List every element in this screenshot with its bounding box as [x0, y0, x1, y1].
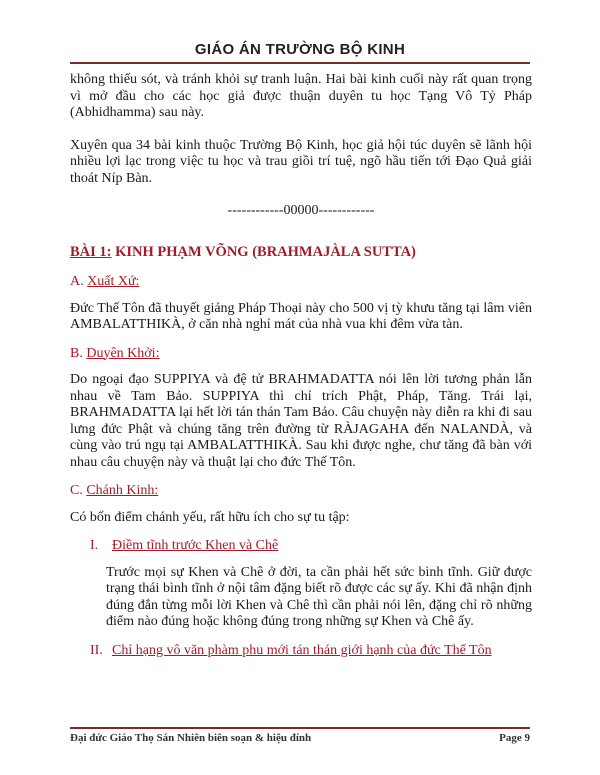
lesson-title: KINH PHẠM VÕNG (BRAHMAJÀLA SUTTA) — [111, 243, 416, 260]
item-number: I. — [90, 538, 99, 553]
section-b-body: Do ngoại đạo SUPPIYA và đệ tử BRAHMADATTA nói lên lời tương phản lẫn nhau về Tam Bảo. SUPPIYA thì chỉ trích Phật, Pháp, Tăng. Trái lại, BRAHMADATTA lại hết lời tán thán Tam Bảo. Câu chuyện này diễn ra khi đi sau lưng đức Phật và chúng tăng trên đường từ RÀJAGAHA đến NALANDÀ, và cùng vào trú ngụ tại AMBALATTHIKÀ. Sau khi được nghe, chư tăng đã bàn với nhau câu chuyện này và thuật lại cho đức Thế Tôn. — [70, 372, 532, 470]
page-content — [70, 72, 532, 669]
item-title: Điềm tĩnh trước Khen và Chê — [112, 538, 279, 553]
section-a-body: Đức Thế Tôn đã thuyết giảng Pháp Thoại này cho 500 vị tỳ khưu tăng tại lâm viên AMBALATTHIKÀ, ở căn nhà nghỉ mát của nhà vua khi đêm vừa tàn. — [70, 300, 532, 332]
footer-author: Đại đức Giáo Thọ Sán Nhiên biên soạn & hiệu đính — [70, 732, 312, 744]
page-number: Page 9 — [499, 732, 530, 744]
item-number: II. — [90, 642, 103, 658]
section-b-heading — [70, 346, 532, 363]
section-c-letter: C. — [70, 483, 83, 498]
intro-paragraph-2: Xuyên qua 34 bài kinh thuộc Trường Bộ Kinh, học giả hội túc duyên sẽ lãnh hội nhiều lợi lạc trong việc tu học và trau giồi trí tuệ, ngõ hầu tiến tới Đạo Quả giải thoát Níp Bàn. — [70, 137, 532, 186]
intro-paragraph-1: không thiếu sót, và tránh khỏi sự tranh luận. Hai bài kinh cuối này rất quan trọng vì mở đầu cho các học giả được thuận duyên tu học Tạng Vô Tỷ Pháp (Abhidhamma) sau này. — [70, 72, 532, 120]
section-c-intro: Có bốn điểm chánh yếu, rất hữu ích cho sự tu tập: — [70, 509, 350, 525]
section-b-title: Duyên Khởi: — [86, 345, 160, 361]
section-a-heading — [70, 274, 532, 291]
section-c-title: Chánh Kinh: — [86, 483, 159, 498]
section-a-title: Xuất Xứ: — [87, 274, 140, 289]
list-item-heading — [90, 538, 532, 555]
section-b-letter: B. — [70, 345, 83, 361]
list-item-heading — [90, 643, 532, 660]
item-title: Chỉ hạng vô văn phàm phu mới tán thán giới hạnh của đức Thế Tôn — [112, 642, 492, 658]
page-header-title: GIÁO ÁN TRƯỜNG BỘ KINH — [194, 41, 406, 58]
lesson-label: BÀI 1: — [70, 243, 112, 260]
section-c-heading — [70, 483, 532, 500]
header-divider — [70, 62, 530, 64]
section-a-letter: A. — [70, 274, 84, 289]
footer-divider — [70, 727, 530, 729]
item-body: Trước mọi sự Khen và Chê ở đời, ta cần phải hết sức bình tĩnh. Giữ được trạng thái bình tĩnh ở nội tâm đặng biết rõ được các sự ấy. Khi đã nhận định đúng đắn từng mỗi lời Khen và Chê thì cần phải nói lên, đặng chỉ rõ những điểm nào đúng hoặc không đúng trong những sự Khen và Chê ấy. — [106, 564, 532, 629]
lesson-heading — [70, 244, 532, 261]
section-separator: ------------00000------------ — [227, 203, 375, 218]
